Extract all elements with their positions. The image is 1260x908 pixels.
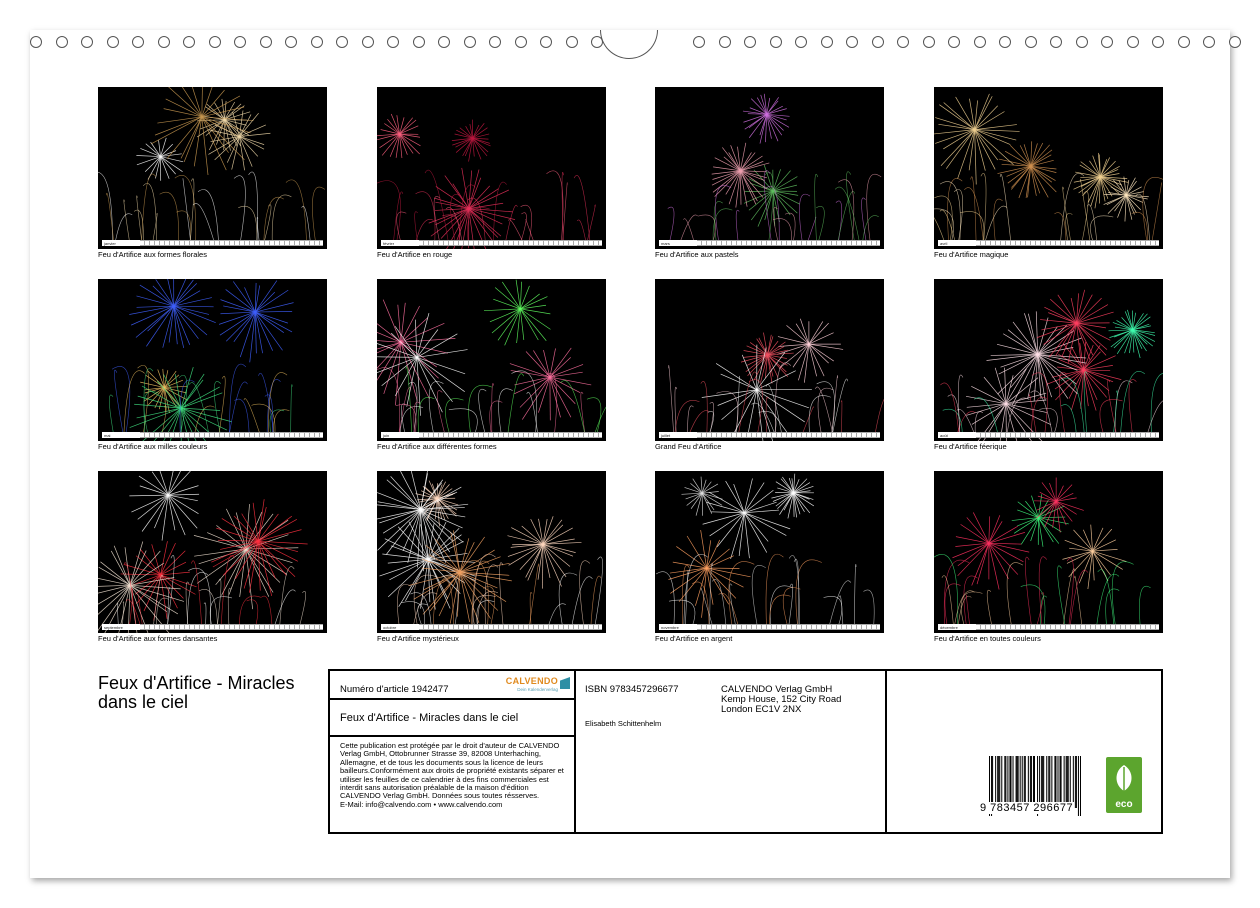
month-photo xyxy=(655,279,884,441)
barcode-bar xyxy=(1022,756,1023,808)
mini-calendar-days xyxy=(976,432,1159,438)
copyright-notice: Cette publication est protégée par le droit d'auteur de CALVENDO Verlag GmbH, Ottobrunner Strasse 39, 82008 Unterhaching, Allemagne, et de tous les documents sous la licence de leurs bailleurs.Conformément aux droits de propriété existants séparer et utiliser les feuilles de ce calendrier à des fins commerciales est interdit sans autorisation préalable de la maison d'édition CALVENDO Verlag GmbH. Données sous toutes résserves. E-Mail: info@calvendo.com • www.calvendo.com xyxy=(340,741,564,809)
mini-calendar-month: juillet xyxy=(661,432,671,438)
month-caption: Feu d'Artifice magique xyxy=(934,250,1009,259)
barcode-bar xyxy=(1042,756,1043,808)
mini-calendar-strip xyxy=(381,432,602,438)
barcode-bar xyxy=(1051,756,1052,808)
firework-burst xyxy=(777,319,843,383)
mini-calendar-days xyxy=(697,240,880,246)
binding-hole xyxy=(56,36,68,48)
firework-burst xyxy=(952,512,1029,589)
month-photo xyxy=(98,87,327,249)
month-caption: Feu d'Artifice aux pastels xyxy=(655,250,739,259)
binding-hole xyxy=(566,36,578,48)
barcode-bar xyxy=(1043,756,1044,808)
month-photo xyxy=(934,471,1163,633)
barcode-bar xyxy=(995,756,996,808)
barcode-bar xyxy=(1018,756,1019,808)
month-photo xyxy=(377,279,606,441)
binding-hole xyxy=(81,36,93,48)
firework-image xyxy=(377,279,606,441)
barcode-bar xyxy=(1061,756,1062,808)
binding-hole xyxy=(183,36,195,48)
mini-calendar-strip xyxy=(659,240,880,246)
binding-hole xyxy=(158,36,170,48)
barcode-bar xyxy=(1046,756,1047,808)
barcode-bar xyxy=(1049,756,1050,808)
binding-hole xyxy=(489,36,501,48)
firework-burst xyxy=(1074,153,1129,208)
barcode-bar xyxy=(992,756,993,808)
barcode-bar xyxy=(1075,756,1076,808)
mini-calendar-strip xyxy=(102,624,323,630)
fountain-streaks xyxy=(934,554,1151,629)
fountain-streaks xyxy=(668,171,881,245)
eco-badge xyxy=(1106,757,1142,813)
firework-burst xyxy=(98,542,184,633)
firework-burst xyxy=(771,474,813,519)
barcode-bar xyxy=(1004,756,1005,808)
binding-hole xyxy=(540,36,552,48)
firework-burst xyxy=(452,120,491,162)
month-caption: Feu d'Artifice féerique xyxy=(934,442,1007,451)
barcode-bar xyxy=(1017,756,1018,808)
binding-hole xyxy=(362,36,374,48)
mini-calendar-month: mars xyxy=(661,240,670,246)
firework-image xyxy=(98,471,327,633)
month-photo xyxy=(655,87,884,249)
book-title: Feux d'Artifice - Miracles dans le ciel xyxy=(98,673,295,712)
mini-calendar-strip xyxy=(938,240,1159,246)
barcode-bar xyxy=(1024,756,1025,808)
mini-calendar-days xyxy=(697,624,880,630)
divider xyxy=(885,671,887,832)
firework-burst xyxy=(129,471,199,541)
barcode-bar xyxy=(1030,756,1031,808)
barcode-bar xyxy=(1031,756,1032,808)
divider xyxy=(330,735,575,737)
month-caption: Feu d'Artifice aux milles couleurs xyxy=(98,442,208,451)
binding-hole xyxy=(260,36,272,48)
mini-calendar-strip xyxy=(102,432,323,438)
divider xyxy=(330,698,575,700)
firework-burst xyxy=(668,530,750,618)
mini-calendar-days xyxy=(976,240,1159,246)
month-photo xyxy=(98,279,327,441)
barcode-bar xyxy=(1009,756,1010,808)
mini-calendar-month: octobre xyxy=(383,624,397,630)
barcode-bar xyxy=(1070,756,1071,808)
info-box xyxy=(328,669,1163,834)
barcode-bar xyxy=(1080,756,1081,816)
fountain-streaks xyxy=(656,554,874,629)
fountain-streaks xyxy=(377,367,606,437)
barcode-number: 9 783457 296677 xyxy=(980,802,1074,814)
mini-calendar-days xyxy=(419,432,602,438)
binding-hole xyxy=(821,36,833,48)
barcode-bar xyxy=(1078,756,1079,816)
firework-burst xyxy=(484,280,550,346)
barcode-bar xyxy=(1013,756,1014,808)
barcode-bar xyxy=(1068,756,1069,808)
binding-hole xyxy=(1101,36,1113,48)
mini-calendar-month: avril xyxy=(940,240,948,246)
month-caption: Feu d'Artifice aux différentes formes xyxy=(377,442,497,451)
mini-calendar-strip xyxy=(938,624,1159,630)
mini-calendar-month: novembre xyxy=(661,624,679,630)
barcode-bar xyxy=(1005,756,1006,808)
info-title: Feux d'Artifice - Miracles dans le ciel xyxy=(340,712,519,724)
binding-hole xyxy=(999,36,1011,48)
mini-calendar-strip xyxy=(381,240,602,246)
binding-hole xyxy=(1152,36,1164,48)
firework-burst xyxy=(997,141,1056,198)
month-caption: Feu d'Artifice en argent xyxy=(655,634,733,643)
barcode-bar xyxy=(1007,756,1008,808)
firework-image xyxy=(98,279,327,441)
firework-burst xyxy=(934,94,1020,185)
firework-image xyxy=(377,471,606,633)
barcode-bar xyxy=(1055,756,1056,808)
mini-calendar-strip xyxy=(381,624,602,630)
fountain-streaks xyxy=(377,170,595,245)
firework-burst xyxy=(1037,290,1114,364)
binding-hole xyxy=(107,36,119,48)
binding-hole xyxy=(413,36,425,48)
barcode-bar xyxy=(1025,756,1026,808)
barcode-bar xyxy=(1010,756,1011,808)
barcode-bar xyxy=(1060,756,1061,808)
firework-burst xyxy=(219,281,294,363)
month-photo xyxy=(655,471,884,633)
author-name: Elisabeth Schittenhelm xyxy=(585,719,662,728)
binding-hole xyxy=(948,36,960,48)
binding-hole xyxy=(285,36,297,48)
mini-calendar-month: juin xyxy=(383,432,390,438)
firework-image xyxy=(934,279,1163,441)
month-caption: Feu d'Artifice aux formes dansantes xyxy=(98,634,218,643)
barcode-bar xyxy=(1034,756,1035,808)
firework-image xyxy=(377,87,606,249)
month-caption: Feu d'Artifice mystérieux xyxy=(377,634,459,643)
firework-burst xyxy=(377,114,420,158)
firework-burst xyxy=(1034,477,1084,532)
firework-burst xyxy=(377,300,455,406)
binding-hole xyxy=(515,36,527,48)
mini-calendar-days xyxy=(976,624,1159,630)
mini-calendar-month: mai xyxy=(104,432,111,438)
mini-calendar-month: février xyxy=(383,240,395,246)
barcode-bar xyxy=(999,756,1000,808)
binding-hole xyxy=(1025,36,1037,48)
month-photo xyxy=(98,471,327,633)
barcode-bar xyxy=(1033,756,1034,808)
binding-hole xyxy=(30,36,42,48)
firework-burst xyxy=(508,516,582,588)
logo-flag-icon xyxy=(560,677,570,689)
month-caption: Grand Feu d'Artifice xyxy=(655,442,722,451)
barcode-bar xyxy=(1076,756,1077,808)
firework-burst xyxy=(129,279,215,348)
mini-calendar-month: août xyxy=(940,432,948,438)
barcode-bar xyxy=(998,756,999,808)
barcode-bar xyxy=(1064,756,1065,808)
binding-hole xyxy=(770,36,782,48)
firework-burst xyxy=(966,368,1051,441)
barcode-bar xyxy=(1073,756,1074,808)
barcode-bar xyxy=(1028,756,1029,808)
firework-burst xyxy=(743,94,790,144)
publisher-address: CALVENDO Verlag GmbH Kemp House, 152 City Road London EC1V 2NX xyxy=(721,684,842,715)
firework-burst xyxy=(712,143,770,208)
firework-image xyxy=(98,87,327,249)
leaf-icon xyxy=(1112,763,1136,793)
binding-hole xyxy=(336,36,348,48)
mini-calendar-strip xyxy=(659,432,880,438)
month-photo xyxy=(934,279,1163,441)
firework-image xyxy=(934,87,1163,249)
binding-hole xyxy=(719,36,731,48)
barcode-bar xyxy=(1054,756,1055,808)
month-photo xyxy=(377,87,606,249)
binding-hole xyxy=(1050,36,1062,48)
firework-burst xyxy=(136,138,183,181)
binding-hole xyxy=(744,36,756,48)
firework-burst xyxy=(377,471,468,571)
firework-image xyxy=(655,87,884,249)
fountain-streaks xyxy=(117,555,305,629)
mini-calendar-days xyxy=(140,624,323,630)
firework-image xyxy=(934,471,1163,633)
firework-burst xyxy=(1012,494,1069,547)
binding-hole xyxy=(872,36,884,48)
firework-burst xyxy=(1109,310,1155,358)
barcode-bar xyxy=(1039,756,1040,808)
logo-wordmark: CALVENDO xyxy=(505,676,558,686)
binding-hole xyxy=(132,36,144,48)
firework-burst xyxy=(429,168,515,249)
binding-hole xyxy=(795,36,807,48)
binding-hole xyxy=(438,36,450,48)
barcode-bar xyxy=(1048,756,1049,808)
fountain-streaks xyxy=(940,371,1163,437)
binding-hole xyxy=(209,36,221,48)
binding-hole xyxy=(846,36,858,48)
month-caption: Feu d'Artifice en rouge xyxy=(377,250,453,259)
mini-calendar-days xyxy=(419,240,602,246)
barcode-bar xyxy=(1066,756,1067,808)
firework-image xyxy=(655,279,884,441)
firework-burst xyxy=(1062,525,1126,589)
binding-hole xyxy=(464,36,476,48)
binding-hole xyxy=(1178,36,1190,48)
mini-calendar-strip xyxy=(659,624,880,630)
divider xyxy=(574,671,576,832)
barcode-bar xyxy=(1016,756,1017,808)
firework-burst xyxy=(703,478,791,558)
binding-hole xyxy=(1076,36,1088,48)
mini-calendar-month: janvier xyxy=(104,240,116,246)
binding-hole xyxy=(1203,36,1215,48)
binding-hole xyxy=(1127,36,1139,48)
mini-calendar-days xyxy=(419,624,602,630)
barcode-bar xyxy=(1001,756,1002,808)
barcode-bar xyxy=(997,756,998,808)
mini-calendar-strip xyxy=(938,432,1159,438)
binding-hole xyxy=(234,36,246,48)
barcode-bar xyxy=(1041,756,1042,808)
eco-label: eco xyxy=(1115,799,1133,810)
mini-calendar-days xyxy=(140,432,323,438)
binding-hole xyxy=(897,36,909,48)
logo-tagline: Dein Kalenderverlag xyxy=(517,687,558,692)
barcode-bar xyxy=(1057,756,1058,808)
mini-calendar-days xyxy=(697,432,880,438)
binding-hole xyxy=(974,36,986,48)
isbn: ISBN 9783457296677 xyxy=(585,684,679,695)
binding-hole xyxy=(693,36,705,48)
month-photo xyxy=(377,471,606,633)
binding-hole xyxy=(311,36,323,48)
month-caption: Feu d'Artifice en toutes couleurs xyxy=(934,634,1041,643)
binding-hole xyxy=(1229,36,1241,48)
mini-calendar-days xyxy=(140,240,323,246)
binding-hole xyxy=(923,36,935,48)
firework-image xyxy=(655,471,884,633)
barcode-bar xyxy=(1067,756,1068,808)
month-caption: Feu d'Artifice aux formes florales xyxy=(98,250,207,259)
barcode-bar xyxy=(1020,756,1021,808)
calvendo-logo xyxy=(498,676,570,696)
mini-calendar-month: décembre xyxy=(940,624,958,630)
firework-burst xyxy=(408,530,511,623)
mini-calendar-strip xyxy=(102,240,323,246)
article-number: Numéro d'article 1942477 xyxy=(340,684,449,695)
binding-hole xyxy=(387,36,399,48)
month-photo xyxy=(934,87,1163,249)
fountain-streaks xyxy=(98,172,325,245)
mini-calendar-month: septembre xyxy=(104,624,123,630)
